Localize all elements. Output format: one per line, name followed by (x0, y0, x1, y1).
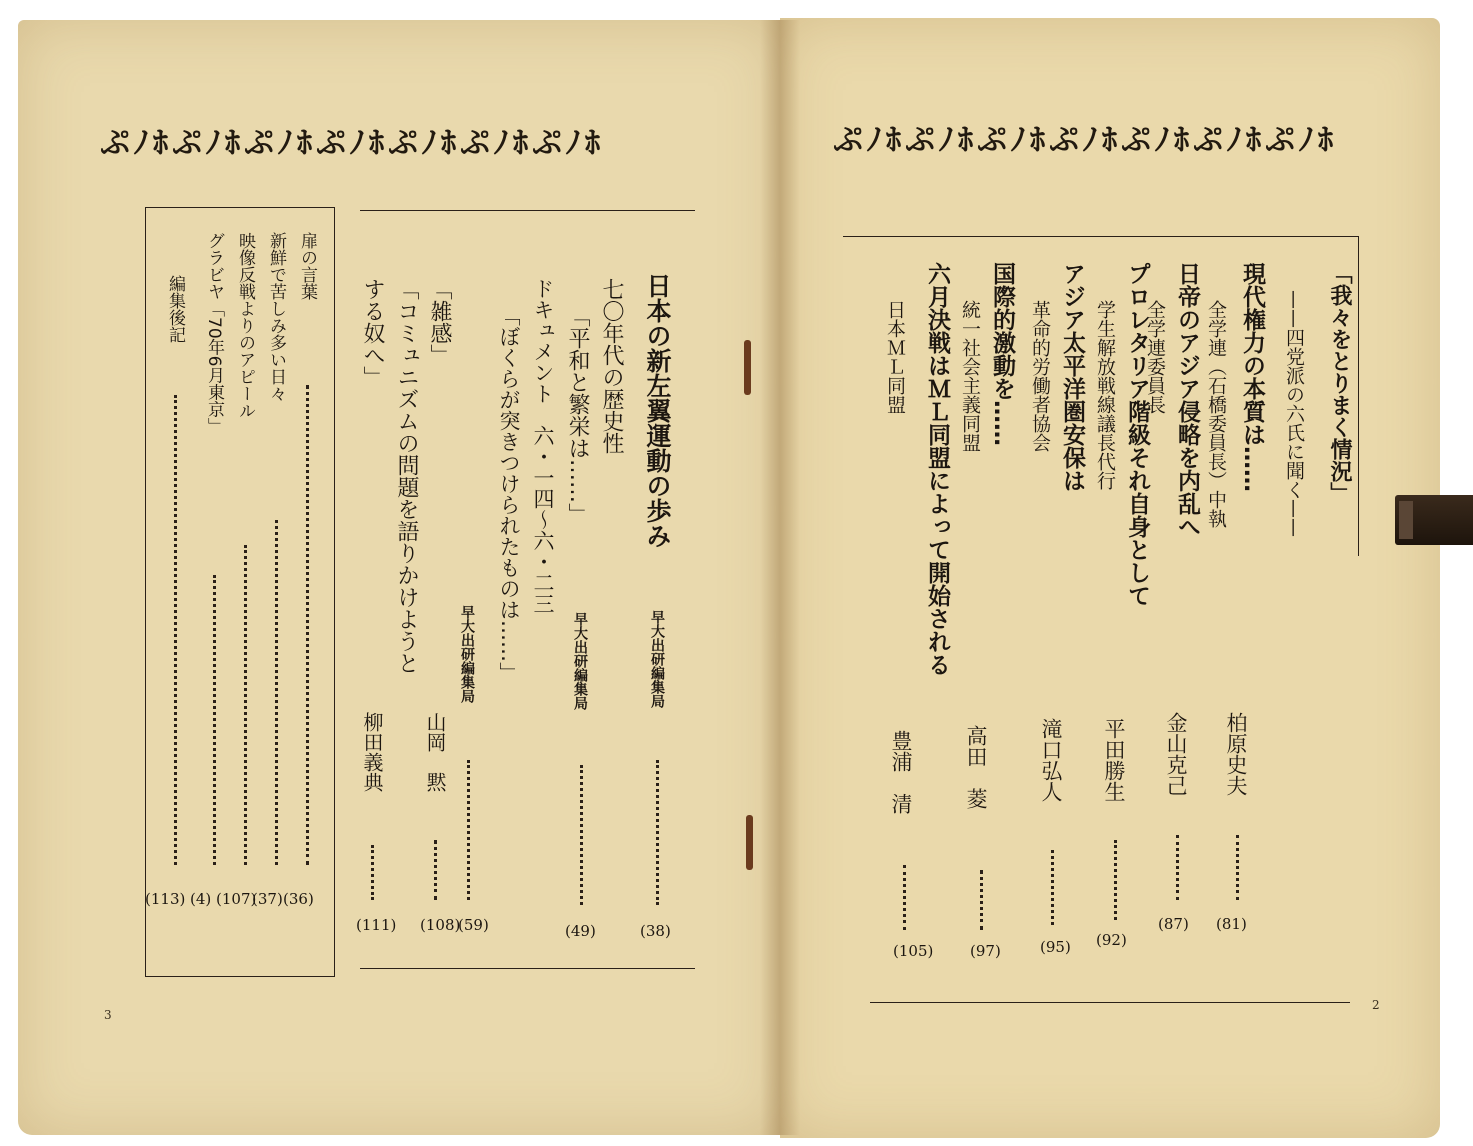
clip-tab (1395, 495, 1473, 545)
misc-item-page: (36) (283, 890, 314, 908)
page-number: 2 (1372, 998, 1380, 1012)
leader-dots (1176, 835, 1179, 900)
ornament-motif: ぷﾉﾎ (388, 126, 460, 161)
leader-dots (580, 765, 583, 905)
entry-title: 国際的激動を…… (989, 262, 1015, 446)
entry-title: アジア太平洋圏安保は (1059, 262, 1085, 492)
misc-item-title: 新鮮で苦しみ多い日々 (266, 232, 286, 402)
article-author: 早大出研編集局 (649, 610, 665, 708)
ornament-motif: ぷﾉﾎ (833, 123, 905, 158)
article-author: 早大出研編集局 (459, 605, 475, 703)
article-page: (38) (640, 922, 671, 940)
leader-dots (371, 845, 374, 900)
article-page: (111) (356, 916, 397, 934)
staple-bottom (746, 815, 753, 870)
leader-dots (1236, 835, 1239, 900)
entry-author: 柏原史夫 (1224, 712, 1248, 796)
ornament-motif: ぷﾉﾎ (100, 126, 172, 161)
rule-bottom (360, 968, 695, 969)
leader-dots (174, 395, 177, 865)
ornament-motif: ぷﾉﾎ (1121, 123, 1193, 158)
article-title: 「雑感」 (427, 278, 452, 366)
leader-dots (1051, 850, 1054, 925)
right-page (780, 18, 1440, 1138)
ornament-motif: ぷﾉﾎ (905, 123, 977, 158)
entry-author: 高田 菱 (964, 725, 988, 809)
article-subtitle: ドキュメント 六・一四〜六・二三 (531, 278, 555, 614)
article-author: 山岡 黙 (423, 712, 447, 792)
book-gutter (760, 20, 800, 1135)
staple-top (744, 340, 751, 395)
article-page: (59) (458, 916, 489, 934)
entry-page: (95) (1040, 938, 1071, 956)
entry-author: 金山克己 (1164, 712, 1188, 796)
leader-dots (275, 520, 278, 865)
rule-corner (1358, 236, 1359, 556)
ornament-motif: ぷﾉﾎ (172, 126, 244, 161)
entry-page: (105) (893, 942, 934, 960)
entry-author: 滝口弘人 (1039, 718, 1063, 802)
ornament-motif: ぷﾉﾎ (977, 123, 1049, 158)
article-author: 早大出研編集局 (572, 612, 588, 710)
leader-dots (244, 545, 247, 865)
leader-dots (434, 840, 437, 900)
misc-item-title: 映像反戦よりのアピール (235, 232, 255, 419)
ornament-motif: ぷﾉﾎ (532, 126, 604, 161)
article-page: (49) (565, 922, 596, 940)
misc-item-page: (37) (252, 890, 283, 908)
misc-item-title: 編集後記 (165, 275, 185, 343)
ornament-left (100, 118, 604, 162)
leader-dots (656, 760, 659, 905)
article-author: 柳田義典 (360, 712, 384, 792)
entry-title: 日帝のアジア侵略を内乱へ (1174, 262, 1200, 538)
leader-dots (467, 760, 470, 900)
article-subtitle: 七〇年代の歴史性 (599, 278, 624, 454)
page-number: 3 (104, 1008, 112, 1022)
ornament-motif: ぷﾉﾎ (244, 126, 316, 161)
article-page: (108) (420, 916, 461, 934)
misc-item-page: (4) (190, 890, 212, 908)
entry-org: 全学連委員長 (1144, 300, 1166, 414)
rule-bottom (870, 1002, 1350, 1003)
entry-page: (97) (970, 942, 1001, 960)
misc-item-page: (107) (216, 890, 257, 908)
misc-item-title: グラビヤ「70年6月東京」 (204, 232, 224, 435)
ornament-right (833, 115, 1337, 159)
entry-org: 統一社会主義同盟 (959, 300, 981, 452)
entry-title: 六月決戦はＭＬ同盟によって開始される (924, 262, 950, 676)
rule-top (360, 210, 695, 211)
entry-org: 全学連（石橋委員長）中執 (1205, 300, 1227, 528)
entry-org: 革命的労働者協会 (1029, 300, 1051, 452)
ornament-motif: ぷﾉﾎ (1049, 123, 1121, 158)
misc-item-page: (113) (145, 890, 186, 908)
misc-item-title: 扉の言葉 (297, 232, 317, 300)
ornament-motif: ぷﾉﾎ (1193, 123, 1265, 158)
entry-page: (81) (1216, 915, 1247, 933)
article-title: 「コミュニズムの問題を語りかけようと (394, 278, 419, 674)
leader-dots (213, 575, 216, 865)
section-heading: 「我々をとりまく情況」 (1327, 262, 1352, 504)
entry-title: プロレタリア階級それ自身として (1124, 262, 1150, 607)
entry-org: 学生解放戦線議長代行 (1094, 300, 1116, 490)
entry-title: 現代権力の本質は…… (1239, 262, 1265, 492)
section-subheading: ——四党派の六氏に聞く—— (1283, 290, 1305, 537)
ornament-motif: ぷﾉﾎ (460, 126, 532, 161)
leader-dots (306, 385, 309, 865)
ornament-motif: ぷﾉﾎ (316, 126, 388, 161)
article-title: 日本の新左翼運動の歩み (643, 273, 672, 548)
leader-dots (903, 865, 906, 930)
entry-page: (87) (1158, 915, 1189, 933)
entry-org: 日本ＭＬ同盟 (884, 300, 906, 414)
leader-dots (980, 870, 983, 930)
entry-author: 豊浦 清 (889, 730, 913, 814)
rule-top (843, 236, 1358, 237)
ornament-motif: ぷﾉﾎ (1265, 123, 1337, 158)
article-title-cont: する奴へ」 (360, 278, 385, 388)
entry-page: (92) (1096, 931, 1127, 949)
leader-dots (1114, 840, 1117, 920)
entry-author: 平田勝生 (1102, 718, 1126, 802)
article-title: 「平和と繁栄は……」 (565, 305, 590, 525)
article-title: 「ぼくらが突きつけられたものは……」 (497, 305, 521, 683)
